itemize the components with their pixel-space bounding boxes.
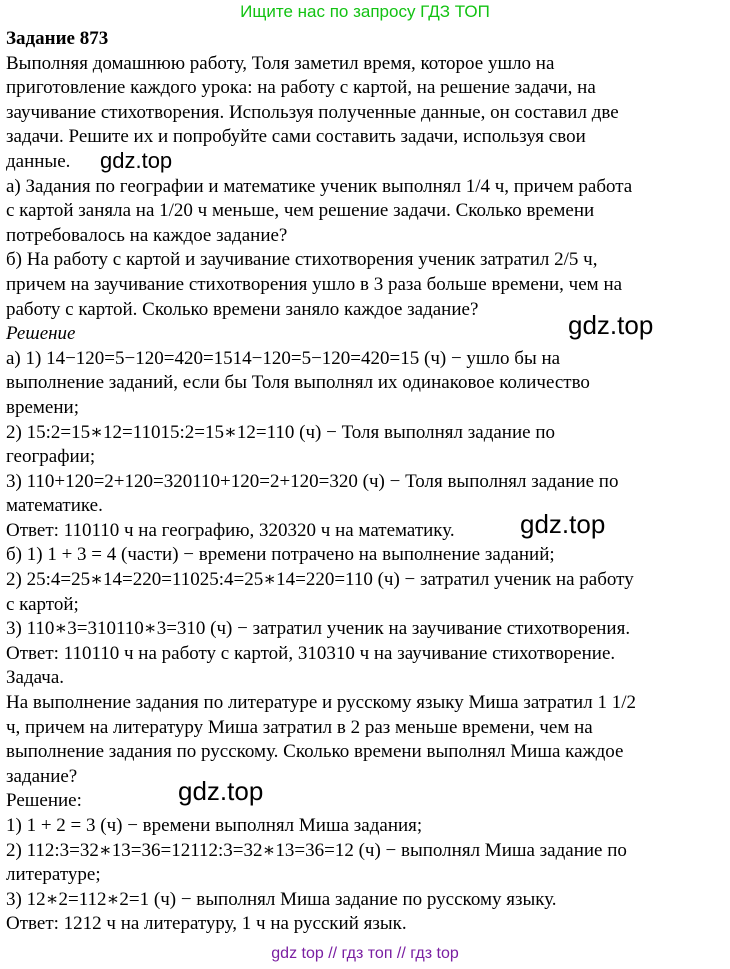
answer-line: Ответ: 110110 ч на работу с картой, 310310 ч на заучивание стихотворение. [6, 642, 616, 664]
text-line: а) 1) 14−120=5−120=420=1514−120=5−120=420=15 (ч) − ушло бы на [6, 347, 561, 369]
solution-heading: Решение: [6, 790, 82, 812]
text-line: с картой; [6, 593, 79, 615]
text-line: литературе; [6, 864, 101, 886]
text-line: с картой заняла на 1/20 ч меньше, чем решение задачи. Сколько времени [6, 200, 595, 222]
text-line: задание? [6, 765, 78, 787]
text-line: 3) 110+120=2+120=320110+120=2+120=320 (ч) − Толя выполнял задание по [6, 470, 619, 492]
task-title: Задание 873 [6, 28, 109, 49]
text-line: задачи. Решите их и попробуйте сами составить задачи, используя свои [6, 126, 586, 148]
text-line: 3) 12∗2=112∗2=1 (ч) − выполнял Миша задание по русскому языку. [6, 888, 557, 910]
text-line: 3) 110∗3=310110∗3=310 (ч) − затратил ученик на заучивание стихотворения. [6, 618, 631, 640]
text-line: 2) 112:3=32∗13=36=12112:3=32∗13=36=12 (ч) − выполнял Миша задание по [6, 839, 627, 861]
text-line: работу с картой. Сколько времени заняло каждое задание? [6, 298, 479, 320]
text-line: 2) 25:4=25∗14=220=11025:4=25∗14=220=110 (ч) − затратил ученик на работу [6, 569, 634, 591]
text-line: 1) 1 + 2 = 3 (ч) − времени выполнял Миша задания; [6, 815, 423, 836]
top-banner[interactable]: Ищите нас по запросу ГДЗ ТОП [240, 2, 490, 21]
text-line: потребовалось на каждое задание? [6, 224, 288, 246]
text-line: данные. [6, 150, 71, 172]
text-line: приготовление каждого урока: на работу с картой, на решение задачи, на [6, 77, 596, 99]
text-line: причем на заучивание стихотворения ушло в 3 раза больше времени, чем на [6, 273, 623, 295]
watermark: gdz.top [100, 148, 173, 173]
watermark: gdz.top [568, 310, 654, 340]
text-line: б) 1) 1 + 3 = 4 (части) − времени потрачено на выполнение заданий; [6, 544, 555, 566]
text-line: б) На работу с картой и заучивание стихотворения ученик затратил 2/5 ч, [6, 249, 598, 271]
text-line: 2) 15:2=15∗12=11015:2=15∗12=110 (ч) − Толя выполнял задание по [6, 421, 555, 443]
text-line: ч, причем на литературу Миша затратил в 2 раз меньше времени, чем на [6, 716, 593, 738]
text-line: На выполнение задания по литературе и русскому языку Миша затратил 1 1/2 [6, 692, 636, 714]
answer-line: Ответ: 1212 ч на литературу, 1 ч на русский язык. [6, 913, 407, 935]
watermark: gdz.top [520, 509, 606, 539]
solution-heading: Решение [6, 323, 76, 345]
text-line: математике. [6, 495, 103, 517]
text-line: времени; [6, 396, 79, 418]
text-line: выполнение задания по русскому. Сколько времени выполнял Миша каждое [6, 741, 624, 763]
text-line: выполнение заданий, если бы Толя выполнял их одинаковое количество [6, 372, 590, 394]
text-line: Выполняя домашнюю работу, Толя заметил время, которое ушло на [6, 52, 555, 74]
footer-links[interactable]: gdz top // гдз топ // гдз top [271, 945, 459, 962]
answer-line: Ответ: 110110 ч на географию, 320320 ч на математику. [6, 519, 455, 541]
text-line: а) Задания по географии и математике ученик выполнял 1/4 ч, причем работа [6, 175, 633, 197]
task-heading: Задача. [6, 667, 65, 689]
text-line: заучивание стихотворения. Используя полученные данные, он составил две [6, 101, 619, 123]
watermark: gdz.top [178, 776, 264, 806]
text-line: географии; [6, 446, 96, 468]
